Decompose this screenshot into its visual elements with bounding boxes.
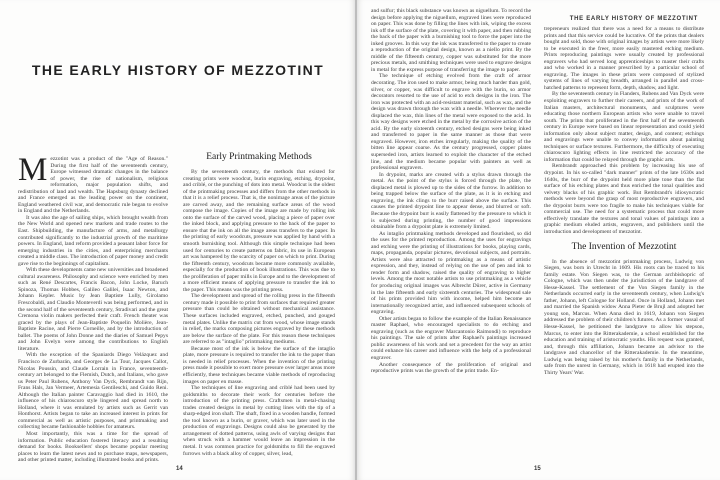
paragraph: Another consequence of the proliferation of original and reproductive prints was the growth of the print trade. En- [371,361,531,375]
paragraph: By the seventeenth century in Flanders, Rubens and Van Dyck were exploiting engravers to further their careers, and prints of the work of Italian masters, architectural monuments, and sculptures were educating those northern European artists who were unable to travel south. The prints that proliferated in the first half of the seventeenth century in Europe were based on linear representation and could yield information only about subject matter, design, and content; etchings and engravings were unable to convey information about painting techniques or surface textures. Furthermore, the difficulty of executing chiaroscuro lighting effects in line restricted the accuracy of the information that could be relayed through the graphic arts. [544,91,704,163]
left-page [0,0,356,480]
page-number-left: 14 [176,466,183,472]
text-column-1 [18,152,168,464]
paragraph: The development and spread of the rolling press in the fifteenth century made it possible to print from surfaces that required greater pressure than could be obtained without mechanical assistance. These surfaces included engraved, etched, punched, and gouged metal plates. Unlike the matrix cut from wood, whose image stands in relief, the marks composing pictures engraved by these methods are below the surface of the plate. For this reason these techniques are referred to as "intaglio" printmaking mediums. [183,293,335,346]
paragraph: As intaglio printmaking methods developed and flourished, so did the uses for the printed reproduction. Among the uses for engravings and etching were the printing of illustrations for books, playing cards, maps, propaganda, popular pictures, devotional subjects, and portraits. Artists were also attracted to printmaking as a means of artistic expression, and they, instead of relying on the use of pen and ink to render form and shadow, raised the quality of engraving to higher levels. Among the most notable artists to use printmaking as a vehicle for producing original images was Albrecht Dürer, active in Germany in the late fifteenth and early sixteenth centuries. The widespread sale of his prints provided him with income, helped him become an internationally recognized artist, and influenced subsequent schools of engraving. [371,230,531,316]
paragraph: The technique of etching evolved from the craft of armor decorating. The iron used to make armor, being much harder than gold, silver, or copper, was difficult to engrave with the burin, so armor decorators resorted to the use of acid to etch designs in the iron. The iron was protected with an acid-resistant material, such as wax, and the design was drawn through the wax with a needle. Wherever the needle displaced the wax, thin lines of the metal were exposed to the acid. In this way designs were etched in the metal by the corrosive action of the acid. By the early sixteenth century, etched designs were being inked and transferred to paper in the same manner as those that were engraved. However, iron etches irregularly, making the quality of the bitten line appear coarse. As the century progressed, copper plates superseded iron, artists learned to exploit the character of the etched line, and the medium became popular with painters as well as professional engravers. [371,73,531,172]
paragraph: With the exception of the Spaniards Diego Velázquez and Francisco de Zurbarán, and Georges de La Tour, Jacques Callot, Nicolas Poussin, and Claude Lorrain in France, seventeenth-century art belonged to the Flemish, Dutch, and Italians, who gave us Peter Paul Rubens, Anthony Van Dyck, Rembrandt van Rijn, Frans Hals, Jan Vermeer, Artemesia Gentileschi, and Guido Reni. Although the Italian painter Caravaggio had died in 1610, the influence of his chiaroscuro style lingered and spread north to Holland, where it was emulated by artists such as Gerrit van Honthorst. Artists began to take an increased interest in prints for commercial as well as artistic purposes, and printmaking and collecting became fashionable hobbies for amateurs. [18,352,168,431]
paragraph: In drypoint, marks are created with a stylus drawn through the metal. As the point of the stylus is forced through the plate, the displaced metal is plowed up to the sides of the furrow. In addition to being trapped below the surface of the plate, as it is in etching and engraving, the ink clings to the burr raised above the surface. This causes the printed drypoint line to appear dense, and blurred or soft. Because the drypoint burr is easily flattened by the pressure to which it is subjected during printing, the number of good impressions obtainable from a drypoint plate is extremely limited. [371,171,531,231]
paragraph: ezzotint was a product of the "Age of Reason." During the first half of the seventeenth century, Europe witnessed dramatic changes in the balance of power, the rise of nationalism, religious reformation, major population shifts, and redistribution of land and wealth. The Hapsburg dynasty declined and France emerged as the leading power on the continent, England weathered civil war, and democratic rule began to evolve in England and the Netherlands. [18,156,168,215]
text-column-2 [183,152,335,457]
section-heading: The Invention of Mezzotint [571,241,677,252]
paragraph: With these developments came new universities and broadened cultural awareness. Philosophy and science were enriched by men such as René Descartes, Francis Bacon, John Locke, Baruch Spinoza, Thomas Hobbes, Galileo Galilei, Isaac Newton, and Johann Kepler. Music by Jean Baptiste Lully, Girolamo Frescobaldi, and Claudio Monteverdi was being performed, and in the second half of the seventeenth century, Stradivari and the great Cremona violin makers perfected their craft. French theater was graced by the plays of Jean-Baptiste Poquelin Molière, Jean-Baptiste Racine, and Pierre Corneille, and by the introduction of ballet. The poems of John Donne and the diaries of Samuel Pepys and John Evelyn were among the contributions to English literature. [18,267,168,352]
paragraph: In the absence of mezzotint printmaking process, Ludwig von Siegen, was born in Utrecht in 1609. His roots can be traced to his family estate. Von Siegen was, to the German archbishopric of Cologne, which was then under the jurisdiction of the landgrave of Hesse-Kassel. The settlement of the Von Siegen family in the Netherlands occurred early in the seventeenth century, when Ludwig's father, Johann, left Cologne for Holland. Once in Holland, Johann met and married the Spanish widow Anna Pieter de Brujl and adopted her young son, Marcus. When Anna died in 1619, Johann von Siegen addressed the problem of their children's futures. As a former vassal of Hesse-Kassel, he petitioned the landgrave to allow his stepson, Marcus, to enter into the Ritterakademie, a school established for the education and training of aristocratic youths. His request was granted, and, through this affiliation, Johann became an advisor to the landgrave and chancellor of the Ritterakademie. In the meantime, Ludwig was being raised by his mother's family in the Netherlands, safe from the unrest in Germany, which in 1618 had erupted into the Thirty Years' War. [544,258,704,376]
paragraph: By the seventeenth century, the methods that existed for creating prints were woodcut, burin engraving, etching, drypoint, and criblé, or the punching of dots into metal. Woodcut is the oldest of the printmaking processes and differs from the other methods in that it is a relief process. That is, the nonimage areas of the picture are carved away, and the remaining surface areas of the wood compose the image. Copies of the image are made by rolling ink onto the surface of the carved wood, placing a piece of paper over the inked block, and applying pressure to the back of the paper to ensure that the ink on all the image areas transfers to the paper. In the printing of early woodcuts, pressure was applied by hand with a smooth burnishing tool. Although this simple technique had been used for centuries to create patterns on fabric, its use in European art was hampered by the scarcity of paper on which to print. During the fifteenth century, woodcuts became more commonly available, especially for the production of book illustrations. This was due to the proliferation of paper mills in Europe and to the development of a more efficient means of applying pressure to transfer the ink to the paper. This means was the printing press. [183,169,335,293]
page-number-right: 15 [534,466,541,472]
running-head: THE EARLY HISTORY OF MEZZOTINT [569,16,698,22]
right-page [356,0,720,480]
paragraph: The techniques of line engraving and criblé had been used by goldsmiths to decorate their work for centuries before the introduction of the printing press. Craftsmen in metal-chasing trades created designs in metal by cutting lines with the tip of a sharp-edged iron shaft. The shaft, fixed in a wooden handle, formed the tool known as a burin, or graver, which was later used in the production of engravings. Designs could also be generated by the arrangement of dotted patterns, using awls of varying designs that when struck with a hammer would leave an impression in the metal. It was common practice for goldsmiths to fill the engraved furrows with a black alloy of copper, silver, lead, [183,385,335,457]
paragraph: Because most of the ink is below the surface of the intaglio plate, more pressure is required to transfer the ink to the paper than is needed in relief processes. When the invention of the printing press made it possible to exert more pressure over larger areas more efficiently, these techniques became viable methods of reproducing images on paper en masse. [183,345,335,385]
section-heading: Early Printmaking Methods [206,152,312,162]
drop-cap: M [18,152,48,188]
paragraph: Most importantly, this was a time for the spread of information. Public education fostered literacy and a resulting demand for books. Booksellers' shops became popular meeting places to learn the latest news and to purchase maps, newspapers, and other printed matter, including illustrated books and prints. [18,430,168,464]
paragraph: Other artists began to follow the example of the Italian Renaissance master Raphael, who encouraged specialists to do etching and engraving (such as the engraver Marcantonio Raimondi) to reproduce his paintings. The sale of prints after Raphael's paintings increased public awareness of his work and set a precedent for the way an artist could enhance his career and influence with the help of a professional engraver. [371,315,531,361]
book-gutter [355,0,357,480]
paragraph: It was also the age of sailing ships, which brought wealth from the New World and opened new markets and trade routes to the East. Shipbuilding, the manufacture of arms, and metallurgy contributed significantly to the industrial growth of the maritime powers. In England, land reform provided a peasant labor force for emerging industries in the cities, and enterprising merchants created a middle class. The introduction of paper money and credit gave rise to the beginnings of capitalism. [18,214,168,267]
paragraph: trepreneurs realized that there was a need for a means to distribute prints and that this service could be lucrative. Of the prints that dealers bought and sold, those with original images by artists were more likely to be executed in the freer, more easily mastered etching medium. Prints reproducing paintings were usually created by professional engravers who had served long apprenticeships to master their crafts and who worked in a manner prescribed by a particular school of engraving. The images in these prints were composed of stylized systems of lines of varying breadth, arranged in parallel and cross-hatched patterns to represent form, depth, shadow, and light. [544,26,704,91]
text-column-3 [371,8,531,456]
paragraph: Rembrandt approached this problem by increasing his use of drypoint. In his so-called "dark manner" prints of the late 1630s and 1640s, the burr of the drypoint held more plate tone than the flat surface of his etching plates and thus enriched the tonal qualities and velvety blacks of his graphic work. But Rembrandt's idiosyncratic methods were beyond the grasp of most reproductive engravers, and the drypoint burrs were too fragile to make his techniques viable for commercial use. The need for a systematic process that could more effectively translate the textures and tonal values of paintings into a graphic medium eluded artists, engravers, and publishers until the introduction and development of mezzotint. [544,163,704,235]
paragraph: and sulfur; this black substance was known as niguellum. To record the design before applying the niguellum, engraved lines were reproduced on paper. This was done by filling the lines with ink, wiping the excess ink off the surface of the plate, covering it with paper, and then rubbing the back of the paper with a burnishing tool to force the paper into the inked grooves. In this way the ink was transferred to the paper to create a reproduction of the original design, known as a niello print. By the middle of the fifteenth century, copper was substituted for the more precious metals, and smithing techniques were used to engrave designs in metal for the express purpose of transferring the image to paper. [371,8,531,73]
text-column-4 [544,26,704,456]
chapter-title: THE EARLY HISTORY OF MEZZOTINT [31,62,325,78]
